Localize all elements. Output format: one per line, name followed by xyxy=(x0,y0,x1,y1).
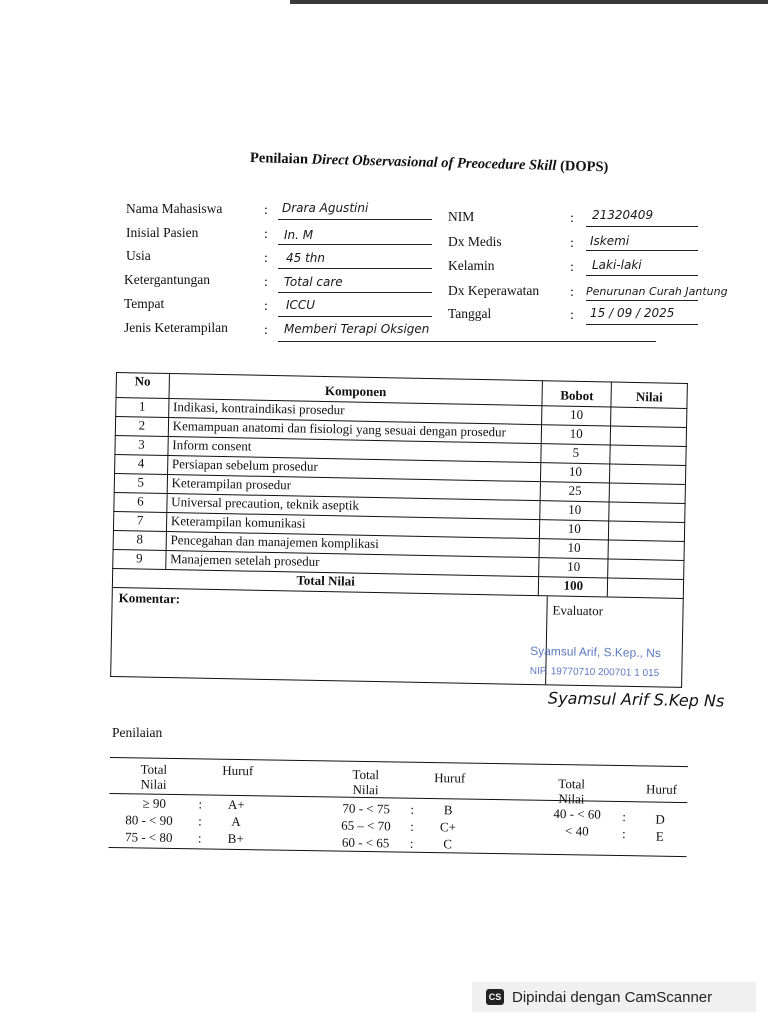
stamp-nip: NIP. 19770710 200701 1 015 xyxy=(529,665,660,680)
evaluator-label: Evaluator xyxy=(552,602,604,619)
value-usia: 45 thn xyxy=(286,251,325,265)
label-inisial-pasien: Inisial Pasien xyxy=(126,225,199,240)
grading-header-nilai: Nilai xyxy=(558,791,585,807)
colon: : xyxy=(264,299,268,314)
grading-header-huruf: Huruf xyxy=(645,781,678,797)
grading-colon: : xyxy=(198,813,202,829)
cell-no: 4 xyxy=(115,454,168,474)
underline xyxy=(586,300,698,301)
value-ketergantungan: Total care xyxy=(284,275,343,289)
underline xyxy=(586,226,698,227)
grading-grade: D xyxy=(655,811,665,827)
header-bobot: Bobot xyxy=(542,381,612,407)
label-jenis-keterampilan: Jenis Keterampilan xyxy=(124,320,228,335)
cell-no: 1 xyxy=(116,398,169,418)
label-dx-medis: Dx Medis xyxy=(448,234,502,249)
colon: : xyxy=(570,236,574,251)
underline xyxy=(278,292,432,293)
page-title xyxy=(250,150,609,176)
camscanner-logo-icon: CS xyxy=(486,989,504,1005)
grading-range: 40 - < 60 xyxy=(553,805,601,822)
label-kelamin: Kelamin xyxy=(448,258,495,273)
cell-komponen: Manajemen setelah prosedur xyxy=(165,550,539,576)
colon: : xyxy=(570,211,574,226)
grading-grade: A xyxy=(231,813,241,830)
cell-no: 3 xyxy=(115,435,168,455)
grading-grade: A+ xyxy=(227,796,245,813)
top-edge-line xyxy=(290,0,768,4)
cell-bobot: 10 xyxy=(540,520,610,540)
label-tanggal: Tanggal xyxy=(448,306,492,321)
underline xyxy=(278,341,656,342)
label-nama-mahasiswa: Nama Mahasiswa xyxy=(126,201,223,216)
value-inisial-pasien: In. M xyxy=(284,228,314,242)
underline xyxy=(586,275,698,276)
grading-colon: : xyxy=(409,835,414,851)
value-nama-mahasiswa: Drara Agustini xyxy=(282,201,369,215)
colon: : xyxy=(264,203,268,218)
underline xyxy=(278,268,432,269)
grading-scale xyxy=(110,757,690,852)
penilaian-label: Penilaian xyxy=(112,725,163,740)
colon: : xyxy=(264,275,268,290)
value-dx-keperawatan: Penurunan Curah Jantung xyxy=(586,285,728,298)
cell-nilai[interactable] xyxy=(610,483,686,503)
colon: : xyxy=(264,227,268,242)
grading-colon: : xyxy=(198,796,203,812)
underline xyxy=(278,316,432,317)
evaluator-stamp xyxy=(530,644,661,679)
grading-header-total: Total xyxy=(140,761,168,777)
value-kelamin: Laki-laki xyxy=(592,258,642,272)
cell-bobot: 10 xyxy=(541,425,611,445)
value-dx-medis: Iskemi xyxy=(590,234,630,248)
grading-header-huruf: Huruf xyxy=(434,770,466,786)
grading-header-nilai: Nilai xyxy=(352,781,379,798)
cell-nilai[interactable] xyxy=(610,464,686,484)
colon: : xyxy=(264,323,268,338)
label-ketergantungan: Ketergantungan xyxy=(124,272,210,287)
cell-no: 7 xyxy=(113,511,166,531)
cell-bobot: 10 xyxy=(542,406,612,426)
komentar-label: Komentar: xyxy=(118,590,181,607)
underline xyxy=(586,250,698,251)
colon: : xyxy=(264,251,268,266)
cell-komponen: Universal precaution, teknik aseptik xyxy=(167,494,541,520)
cell-bobot: 10 xyxy=(541,463,611,483)
grading-colon: : xyxy=(410,801,415,817)
grading-range: 65 – < 70 xyxy=(341,817,391,834)
stamp-name: Syamsul Arif, S.Kep., Ns xyxy=(530,643,661,661)
underline xyxy=(278,219,432,220)
camscanner-text: Dipindai dengan CamScanner xyxy=(512,988,713,1006)
colon: : xyxy=(570,308,574,323)
cell-bobot: 10 xyxy=(539,558,609,578)
grading-header-total: Total xyxy=(558,776,586,792)
grading-grade: B+ xyxy=(227,830,244,847)
value-tanggal: 15 / 09 / 2025 xyxy=(590,306,675,320)
label-tempat: Tempat xyxy=(124,296,165,311)
colon: : xyxy=(570,260,574,275)
cell-nilai[interactable] xyxy=(610,445,686,465)
grading-colon: : xyxy=(622,809,627,825)
cell-nilai[interactable] xyxy=(609,521,685,541)
total-label: Total Nilai xyxy=(112,568,538,595)
cell-nilai[interactable] xyxy=(611,407,687,427)
grading-range: 80 - < 90 xyxy=(125,812,173,828)
cell-no: 8 xyxy=(113,530,166,550)
header-nilai: Nilai xyxy=(611,382,687,408)
cell-komponen: Indikasi, kontraindikasi prosedur xyxy=(168,399,542,425)
cell-no: 2 xyxy=(115,417,168,437)
grading-range: 60 - < 65 xyxy=(341,834,390,851)
grading-range: 75 - < 80 xyxy=(124,829,173,845)
cell-no: 9 xyxy=(113,549,166,569)
cell-komponen: Kemampuan anatomi dan fisiologi yang sesuai dengan prosedur xyxy=(168,418,542,444)
cell-bobot: 10 xyxy=(539,539,609,559)
cell-komponen: Inform consent xyxy=(168,437,542,463)
cell-komponen: Persiapan sebelum prosedur xyxy=(167,456,541,482)
grading-header-total: Total xyxy=(352,766,380,783)
title-prefix: Penilaian xyxy=(249,150,312,168)
colon: : xyxy=(570,285,574,300)
grading-range: 70 - < 75 xyxy=(342,800,391,817)
cell-nilai[interactable] xyxy=(608,540,684,560)
value-nim: 21320409 xyxy=(592,208,654,222)
cell-komponen: Keterampilan komunikasi xyxy=(166,512,540,538)
cell-komponen: Keterampilan prosedur xyxy=(167,475,541,501)
evaluator-signature: Syamsul Arif S.Kep Ns xyxy=(547,688,725,711)
cell-nilai[interactable] xyxy=(611,426,687,446)
grading-colon: : xyxy=(197,830,202,846)
title-suffix: (DOPS) xyxy=(556,158,609,176)
value-jenis-keterampilan: Memberi Terapi Oksigen xyxy=(284,322,430,336)
cell-bobot: 10 xyxy=(540,501,610,521)
grading-range: < 40 xyxy=(564,823,589,839)
grading-grade: C+ xyxy=(439,819,457,835)
cell-bobot: 25 xyxy=(540,482,610,502)
grading-top-rule xyxy=(110,757,688,767)
label-usia: Usia xyxy=(126,248,151,263)
cell-no: 5 xyxy=(114,473,167,493)
cell-bobot: 5 xyxy=(541,444,611,464)
cell-komponen: Pencegahan dan manajemen komplikasi xyxy=(166,531,540,557)
total-bobot: 100 xyxy=(538,577,608,597)
grading-grade: C xyxy=(443,836,453,852)
cell-no: 6 xyxy=(114,492,167,512)
header-no: No xyxy=(116,373,169,399)
header-komponen: Komponen xyxy=(169,374,543,406)
grading-header-nilai: Nilai xyxy=(140,776,167,792)
grading-range: ≥ 90 xyxy=(142,795,167,811)
camscanner-badge xyxy=(472,982,756,1012)
title-italic: Direct Observasional of Preocedure Skill xyxy=(311,151,557,175)
label-dx-keperawatan: Dx Keperawatan xyxy=(448,283,540,298)
cell-nilai[interactable] xyxy=(609,502,685,522)
grading-grade: E xyxy=(655,828,664,844)
grading-header-huruf: Huruf xyxy=(222,762,254,779)
underline xyxy=(278,244,432,245)
value-tempat: ICCU xyxy=(286,298,316,312)
label-nim: NIM xyxy=(448,209,475,224)
cell-nilai[interactable] xyxy=(608,559,684,579)
grading-grade: B xyxy=(443,802,453,818)
grading-colon: : xyxy=(410,818,414,834)
underline xyxy=(586,324,698,325)
assessment-table xyxy=(112,372,688,599)
grading-colon: : xyxy=(621,826,626,842)
total-nilai[interactable] xyxy=(608,578,684,598)
